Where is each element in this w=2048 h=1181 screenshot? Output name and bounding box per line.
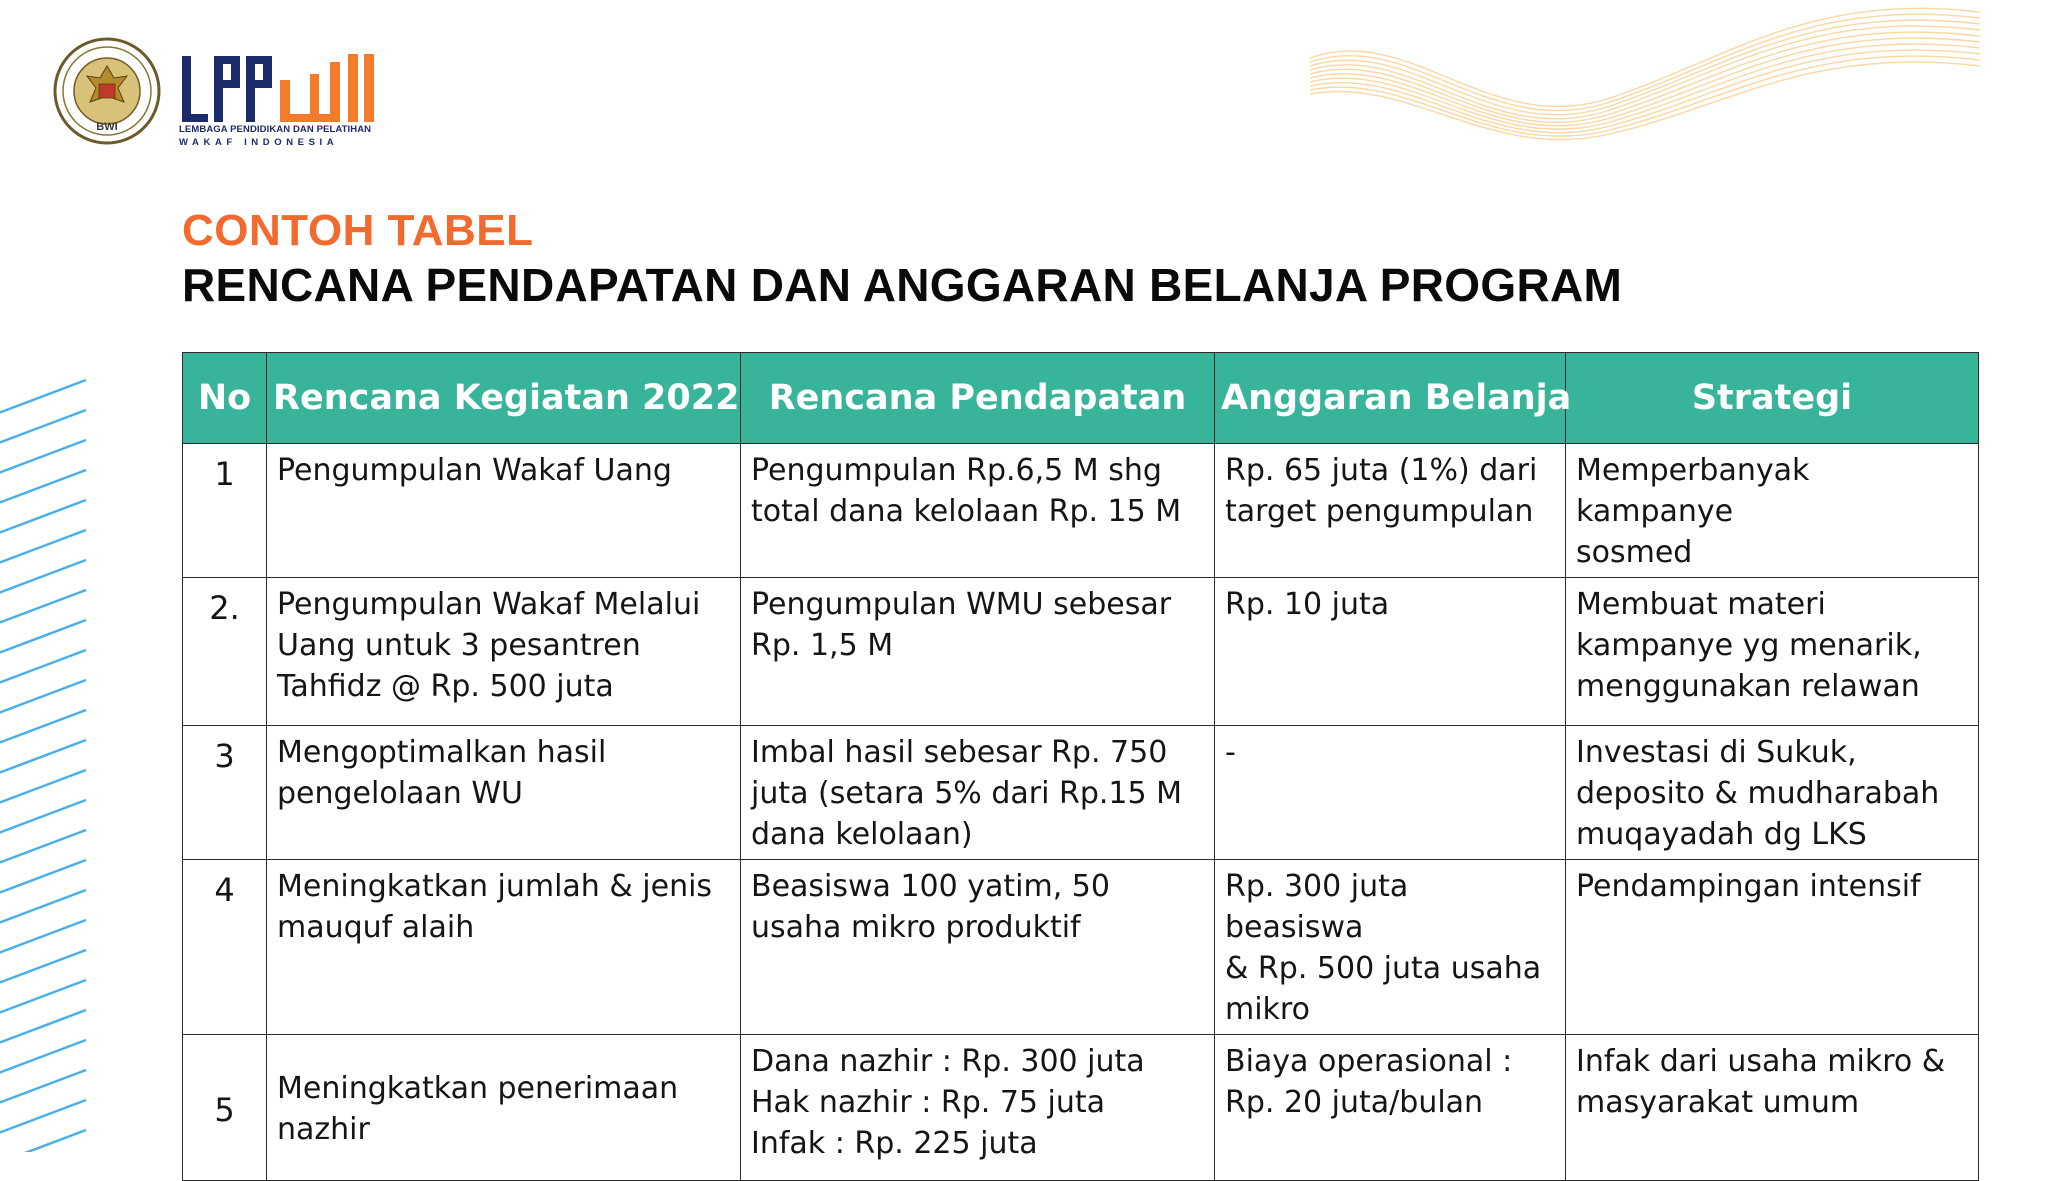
table-row	[183, 1035, 1979, 1181]
cell-pendapatan: Pengumpulan Rp.6,5 M shg total dana kelolaan Rp. 15 M	[741, 444, 1215, 578]
row-number: 5	[183, 1035, 267, 1181]
row-number: 4	[183, 860, 267, 1035]
budget-plan-table	[182, 352, 1979, 1181]
bwi-seal-logo	[52, 36, 162, 146]
cell-kegiatan: Pengumpulan Wakaf Uang	[267, 444, 741, 578]
row-number: 2.	[183, 578, 267, 726]
cell-pendapatan: Dana nazhir : Rp. 300 juta Hak nazhir : Rp. 75 juta Infak : Rp. 225 juta	[741, 1035, 1215, 1181]
table-row	[183, 578, 1979, 726]
row-number: 1	[183, 444, 267, 578]
decorative-wave	[1290, 0, 1990, 170]
cell-kegiatan: Meningkatkan jumlah & jenis mauquf alaih	[267, 860, 741, 1035]
cell-strategi: Membuat materi kampanye yg menarik, menggunakan relawan	[1566, 578, 1979, 726]
cell-belanja: Rp. 10 juta	[1215, 578, 1566, 726]
header-rencana-pendapatan: Rencana Pendapatan	[741, 353, 1215, 444]
lpp-subtitle-line2: WAKAF INDONESIA	[179, 137, 339, 148]
cell-strategi: Memperbanyak kampanye sosmed	[1566, 444, 1979, 578]
row-number: 3	[183, 726, 267, 860]
lpp-subtitle-line1: LEMBAGA PENDIDIKAN DAN PELATIHAN	[179, 124, 372, 135]
cell-kegiatan: Mengoptimalkan hasil pengelolaan WU	[267, 726, 741, 860]
cell-strategi: Investasi di Sukuk, deposito & mudharabah muqayadah dg LKS	[1566, 726, 1979, 860]
cell-strategi: Infak dari usaha mikro & masyarakat umum	[1566, 1035, 1979, 1181]
slide-subtitle: CONTOH TABEL	[182, 206, 534, 255]
table-header-row	[183, 353, 1979, 444]
table-row	[183, 444, 1979, 578]
cell-strategi: Pendampingan intensif	[1566, 860, 1979, 1035]
slide-title: RENCANA PENDAPATAN DAN ANGGARAN BELANJA PROGRAM	[182, 259, 1623, 311]
cell-pendapatan: Pengumpulan WMU sebesar Rp. 1,5 M	[741, 578, 1215, 726]
cell-belanja: -	[1215, 726, 1566, 860]
cell-belanja: Biaya operasional : Rp. 20 juta/bulan	[1215, 1035, 1566, 1181]
cell-belanja: Rp. 65 juta (1%) dari target pengumpulan	[1215, 444, 1566, 578]
header-anggaran-belanja: Anggaran Belanja	[1215, 353, 1566, 444]
cell-pendapatan: Beasiswa 100 yatim, 50 usaha mikro produktif	[741, 860, 1215, 1035]
cell-pendapatan: Imbal hasil sebesar Rp. 750 juta (setara 5% dari Rp.15 M dana kelolaan)	[741, 726, 1215, 860]
header-strategi: Strategi	[1566, 353, 1979, 444]
cell-kegiatan: Meningkatkan penerimaan nazhir	[267, 1035, 741, 1181]
decorative-diagonal-lines	[0, 0, 100, 1152]
cell-kegiatan: Pengumpulan Wakaf Melalui Uang untuk 3 pesantren Tahfidz @ Rp. 500 juta	[267, 578, 741, 726]
header-rencana-kegiatan: Rencana Kegiatan 2022	[267, 353, 741, 444]
seal-text: BWI	[96, 121, 118, 133]
table-row	[183, 726, 1979, 860]
header-no: No	[183, 353, 267, 444]
table-row	[183, 860, 1979, 1035]
cell-belanja: Rp. 300 juta beasiswa & Rp. 500 juta usaha mikro	[1215, 860, 1566, 1035]
